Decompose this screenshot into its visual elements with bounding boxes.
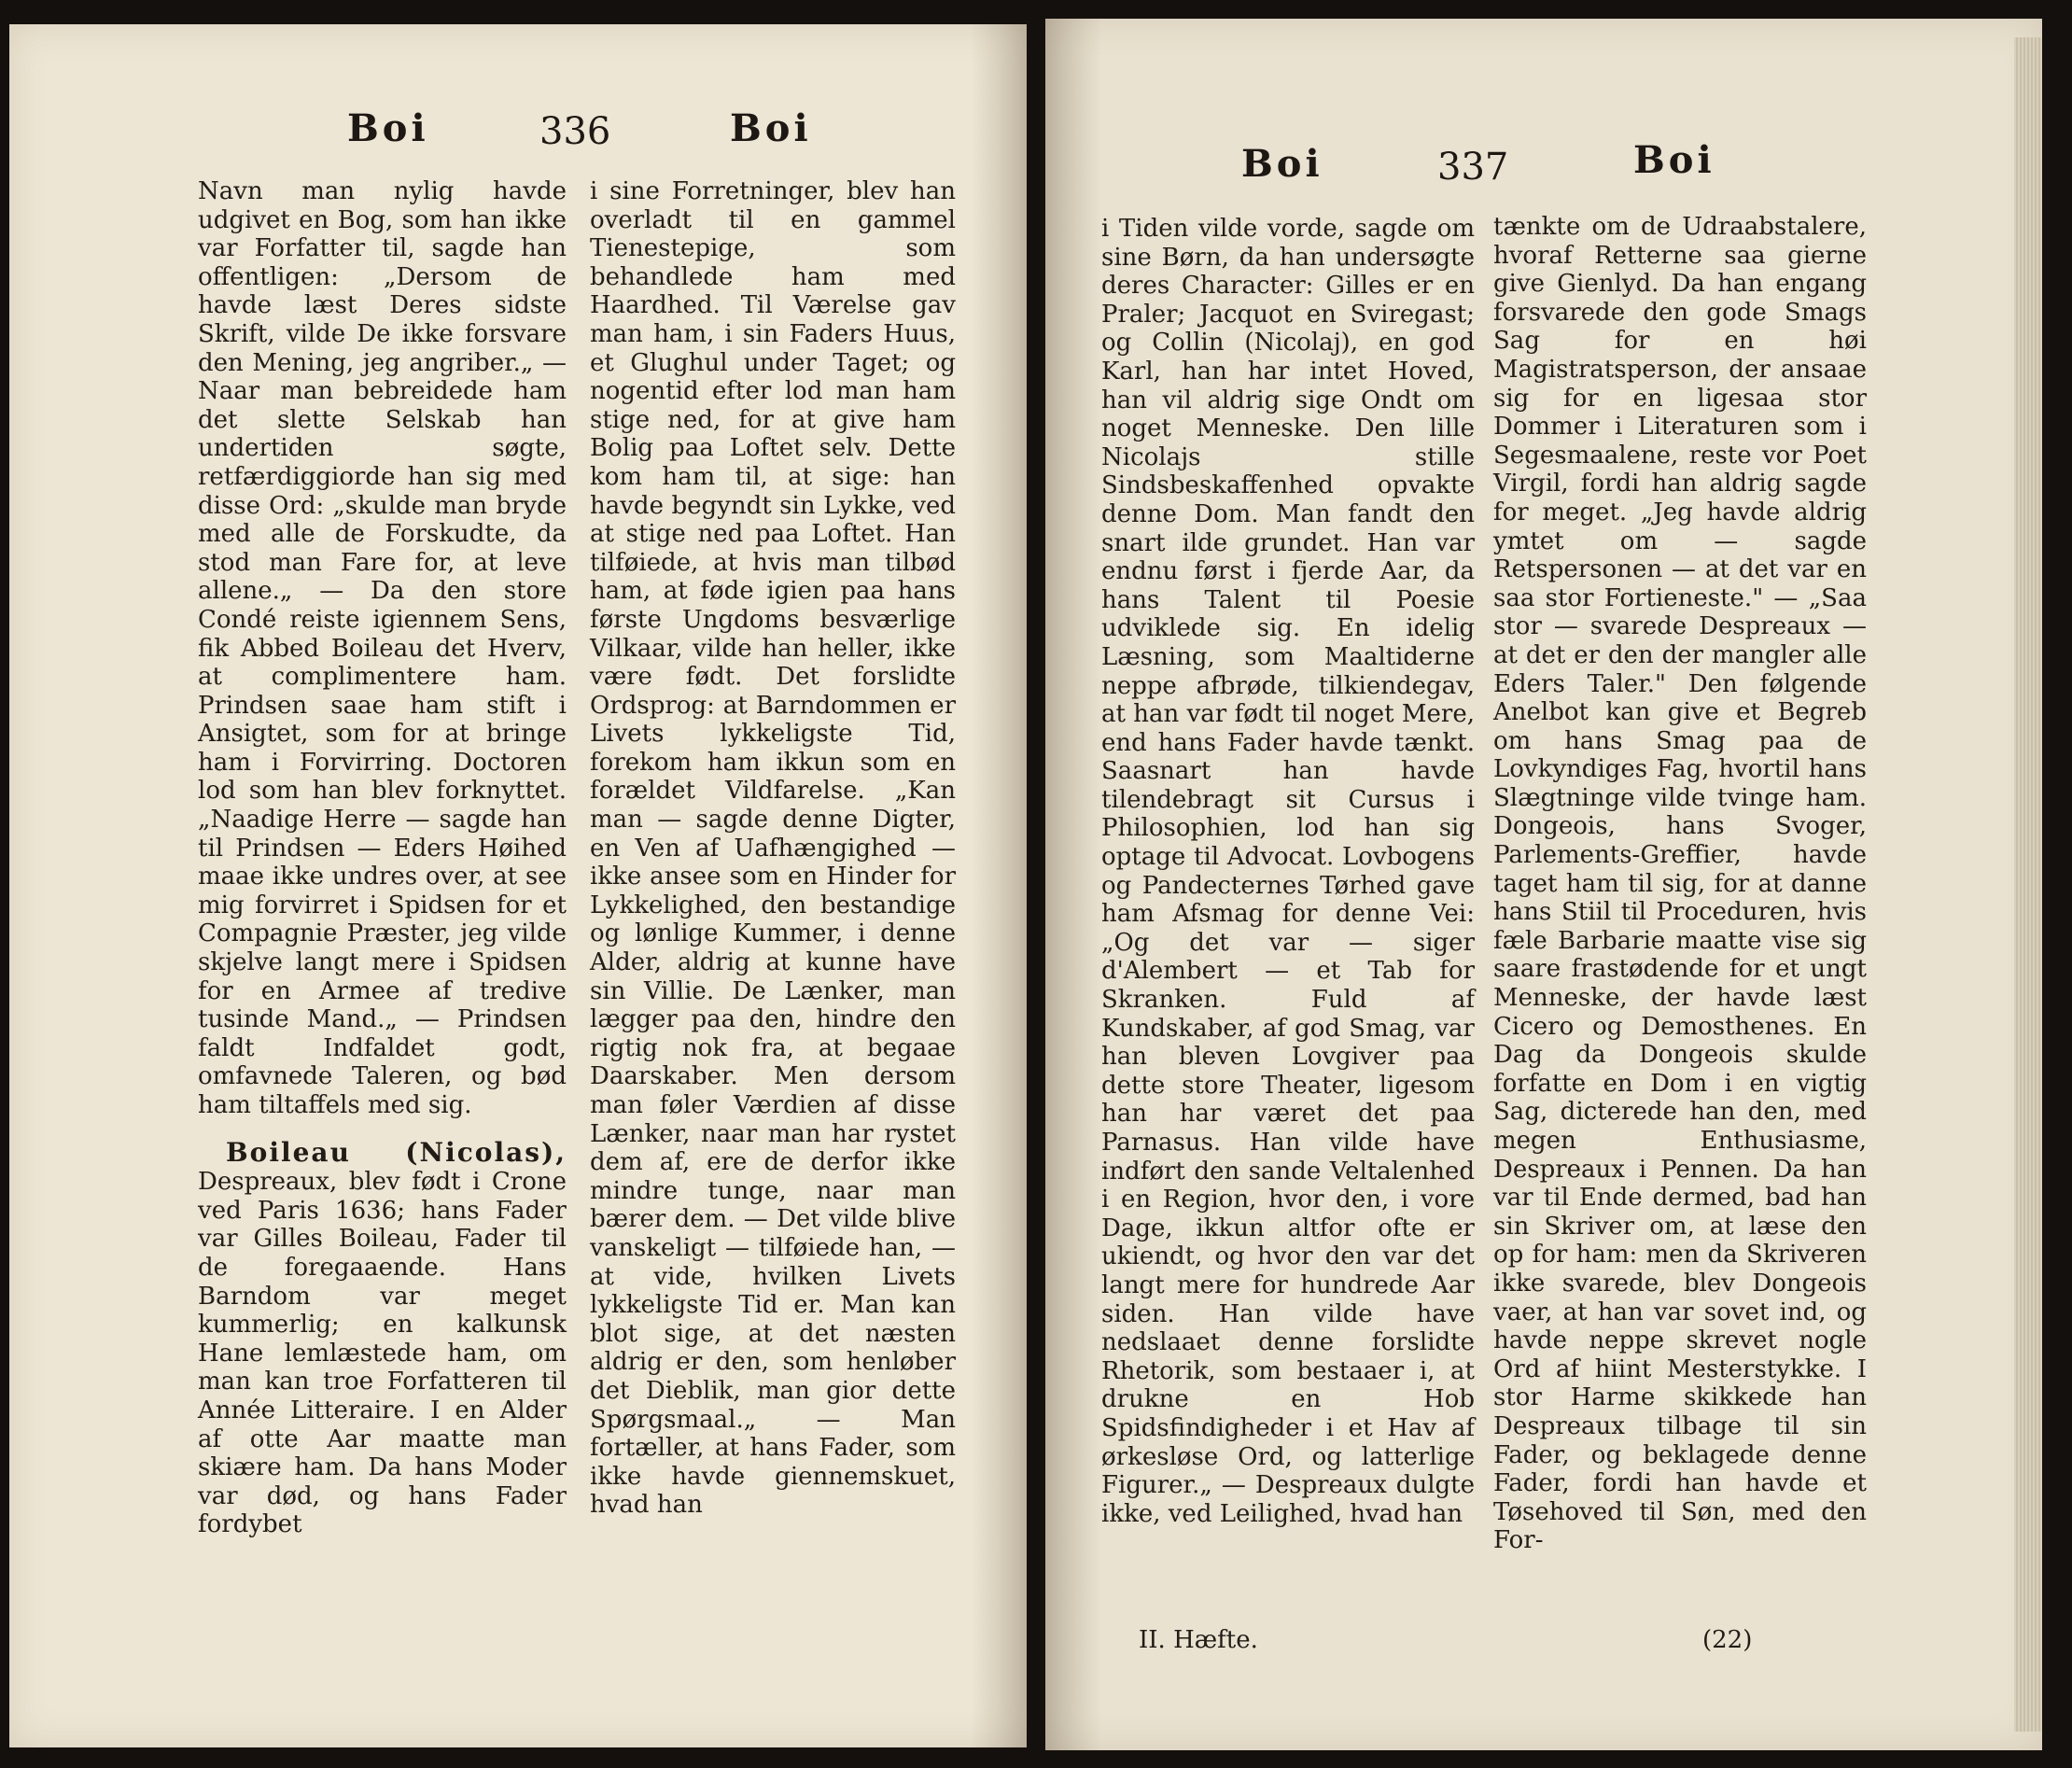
text-column-2 (590, 177, 956, 1520)
gutter-shadow (971, 24, 1027, 1747)
text-column-1 (1101, 215, 1475, 1528)
right-page (1045, 19, 2042, 1750)
entry-text: Despreaux, blev født i Crone ved Paris 1636; hans Fader var Gilles Boileau, Fader til de foregaaende. Hans Barndom var meget kummerlig; en kalkunsk Hane lemlæstede ham, om man kan troe Forfatteren til Année Litteraire. I en Alder af otte Aar maatte man skiære ham. Da hans Moder var død, og hans Fader fordybet (198, 1168, 567, 1539)
running-head-left: Boi (347, 106, 429, 150)
running-head-left: Boi (1241, 142, 1323, 186)
text-column-1 (198, 177, 567, 1539)
page-number: 336 (539, 110, 611, 153)
running-head-right: Boi (730, 106, 812, 150)
running-head-right: Boi (1633, 138, 1715, 182)
paragraph: tænkte om de Udraabstalere, hvoraf Retterne saa gierne give Gienlyd. Da han engang forsvarede den gode Smags Sag for en høi Magistratsperson, der ansaae sig for en ligesaa stor Dommer i Literaturen som i Segesmaalene, reste vor Poet Virgil, fordi han aldrig sagde for meget. „Jeg havde aldrig ymtet om — sagde Retspersonen — at det var en saa stor Fortieneste." — „Saa stor — svarede Despreaux — at det er den der mangler alle Eders Taler." Den følgende Anelbot kan give et Begreb om hans Smag paa de Lovkyndiges Fag, hvortil hans Slægtninge vilde tvinge ham. Dongeois, hans Svoger, Parlements-Greffier, havde taget ham til sig, for at danne hans Stiil til Proceduren, hvis fæle Barbarie maatte vise sig saare frastødende for et ungt Menneske, der havde læst Cicero og Demosthenes. En Dag da Dongeois skulde forfatte en Dom i en vigtig Sag, dicterede han den, med megen Enthusiasme, Despreaux i Pennen. Da han var til Ende dermed, bad han sin Skriver om, at læse den op for ham: men da Skriveren ikke svarede, blev Dongeois vaer, at han var sovet ind, og havde neppe skrevet nogle Ord af hiint Mesterstykke. I stor Harme skikkede han Despreaux tilbage til sin Fader, og beklagede denne Fader, fordi han havde et Tøsehoved til Søn, med den For- (1493, 213, 1867, 1555)
paragraph: i Tiden vilde vorde, sagde om sine Børn, da han undersøgte deres Character: Gilles er en Praler; Jacquot en Sviregast; og Collin (Nicolaj), en god Karl, han har intet Hoved, han vil aldrig sige Ondt om noget Menneske. Den lille Nicolajs stille Sindsbeskaffenhed opvakte denne Dom. Man fandt den snart ilde grundet. Han var endnu først i fjerde Aar, da hans Talent til Poesie udviklede sig. En idelig Læsning, som Maaltiderne neppe afbrøde, tilkiendegav, at han var født til noget Mere, end hans Fader havde tænkt. Saasnart han havde tilendebragt sit Cursus i Philosophien, lod han sig optage til Advocat. Lovbogens og Pandecternes Tørhed gave ham Afsmag for denne Vei: „Og det var — siger d'Alembert — et Tab for Skranken. Fuld af Kundskaber, af god Smag, var han bleven Lovgiver paa dette store Theater, ligesom han har været det paa Parnasus. Han vilde have indført den sande Veltalenhed i en Region, hvor den, i vore Dage, ikkun altfor ofte er ukiendt, og hvor den var det langt mere for hundrede Aar siden. Han vilde have nedslaaet denne forslidte Rhetorik, som bestaaer i, at drukne en Hob Spidsfindigheder i et Hav af ørkesløse Ord, og latterlige Figurer.„ — Despreaux dulgte ikke, ved Leilighed, hvad han (1101, 215, 1475, 1528)
page-number: 337 (1437, 146, 1509, 189)
signature-mark: II. Hæfte. (1139, 1626, 1258, 1654)
entry-heading: Boileau (Nicolas), (226, 1136, 567, 1168)
text-column-2 (1493, 213, 1867, 1555)
page-edges (2014, 37, 2042, 1732)
left-page (9, 24, 1027, 1747)
gutter-shadow (1045, 19, 1101, 1750)
sheet-number: (22) (1702, 1626, 1753, 1654)
entry-paragraph (198, 1136, 567, 1539)
paragraph: Navn man nylig havde udgivet en Bog, som han ikke var Forfatter til, sagde han offentligen: „Dersom de havde læst Deres sidste Skrift, vilde De ikke forsvare den Mening, jeg angriber.„ — Naar man bebreidede ham det slette Selskab han undertiden søgte, retfærdiggiorde han sig med disse Ord: „skulde man bryde med alle de Forskudte, da stod man Fare for, at leve allene.„ — Da den store Condé reiste igiennem Sens, fik Abbed Boileau det Hverv, at complimentere ham. Prindsen saae ham stift i Ansigtet, som for at bringe ham i Forvirring. Doctoren lod som han blev forknyttet. „Naadige Herre — sagde han til Prindsen — Eders Høihed maae ikke undres over, at see mig forvirret i Spidsen for et Compagnie Præster, jeg vilde skjelve langt mere i Spidsen for en Armee af tredive tusinde Mand.„ — Prindsen faldt Indfaldet godt, omfavnede Taleren, og bød ham tiltaffels med sig. (198, 177, 567, 1119)
paragraph: i sine Forretninger, blev han overladt til en gammel Tienestepige, som behandlede ham med Haardhed. Til Værelse gav man ham, i sin Faders Huus, et Glughul under Taget; og nogentid efter lod man ham stige ned, for at give ham Bolig paa Loftet selv. Dette kom ham til, at sige: han havde begyndt sin Lykke, ved at stige ned paa Loftet. Han tilføiede, at hvis man tilbød ham, at føde igien paa hans første Ungdoms besværlige Vilkaar, vilde han heller, ikke være født. Det forslidte Ordsprog: at Barndommen er Livets lykkeligste Tid, forekom ham ikkun som en forældet Vildfarelse. „Kan man — sagde denne Digter, en Ven af Uafhængighed — ikke ansee som en Hinder for Lykkelighed, den bestandige og lønlige Kummer, i denne Alder, aldrig at kunne have sin Villie. De Lænker, man lægger paa den, hindre den rigtig nok fra, at begaae Daarskaber. Men dersom man føler Værdien af disse Lænker, naar man har rystet dem af, ere de derfor ikke mindre tunge, naar man bærer dem. — Det vilde blive vanskeligt — tilføiede han, — at vide, hvilken Livets lykkeligste Tid er. Man kan blot sige, at det næsten aldrig er den, som henløber det Dieblik, man gior dette Spørgsmaal.„ — Man fortæller, at hans Fader, som ikke havde giennemskuet, hvad han (590, 177, 956, 1520)
